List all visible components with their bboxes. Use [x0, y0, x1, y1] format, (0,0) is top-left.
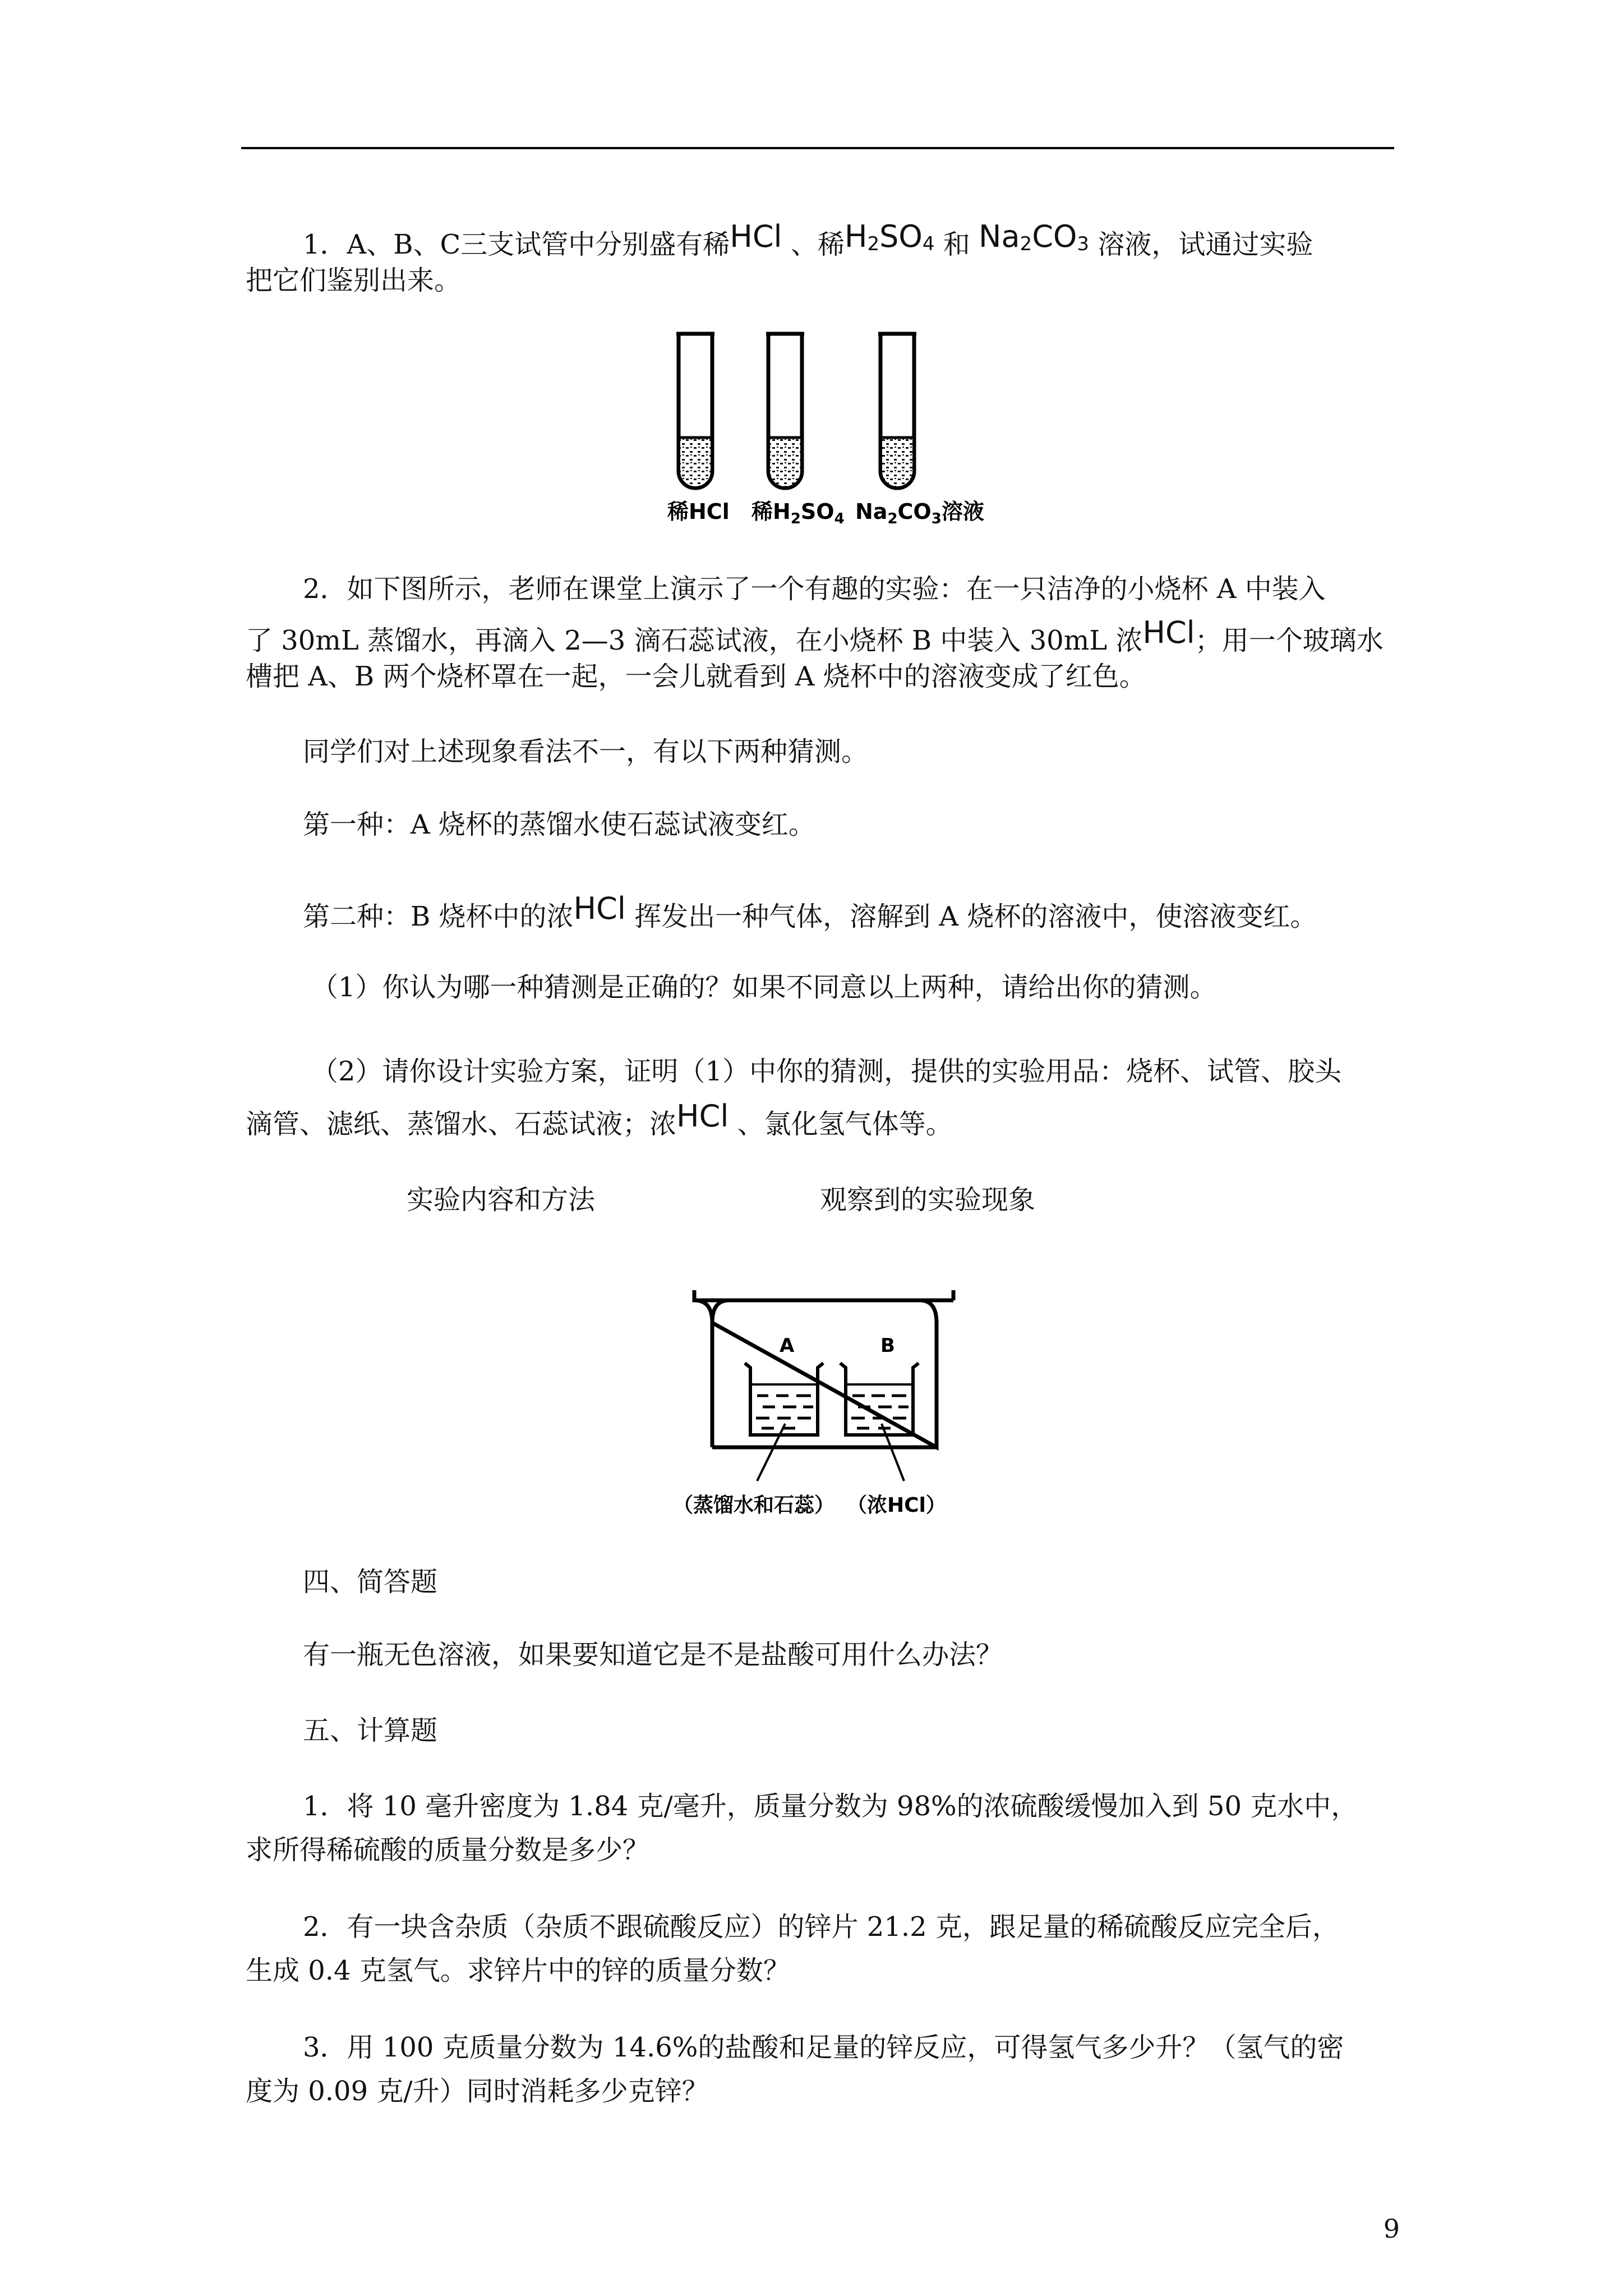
column-header-method: 实验内容和方法 [407, 1184, 596, 1216]
formula-hcl: HCl [676, 1098, 729, 1134]
q2-guess2: 第二种：B 烧杯中的浓HCl 挥发出一种气体，溶解到 A 烧杯的溶液中，使溶液变红。 [303, 891, 1317, 932]
q2-sub2-line1: （2）请你设计实验方案，证明（1）中你的猜测，提供的实验用品：烧杯、试管、胶头 [311, 1056, 1342, 1087]
page-number: 9 [1383, 2214, 1400, 2244]
calc-q2-line2: 生成 0.4 克氢气。求锌片中的锌的质量分数？ [246, 1955, 790, 1986]
q2-line3: 槽把 A、B 两个烧杯罩在一起，一会儿就看到 A 烧杯中的溶液变成了红色。 [246, 661, 1146, 692]
q2-line2: 了 30mL 蒸馏水，再滴入 2—3 滴石蕊试液，在小烧杯 B 中装入 30mL 浓HCl；用一个玻璃水 [246, 615, 1384, 656]
formula-h2so4: $H_2SO_4$ [844, 219, 935, 255]
q2-guess1: 第一种：A 烧杯的蒸馏水使石蕊试液变红。 [303, 809, 815, 840]
section-4-title: 四、简答题 [303, 1566, 438, 1598]
beaker-a-label: A [780, 1335, 795, 1357]
calc-q2-line1: 2．有一块含杂质（杂质不跟硫酸反应）的锌片 21.2 克，跟足量的稀硫酸反应完全后， [303, 1911, 1339, 1943]
calc-q3-line1: 3．用 100 克质量分数为 14.6%的盐酸和足量的锌反应，可得氢气多少升？（氢气的密 [303, 2032, 1344, 2063]
beaker-b-label: B [880, 1335, 895, 1357]
beaker-a-caption: （蒸馏水和石蕊） [673, 1494, 835, 1517]
tube-c-label: $Na_2CO_3$溶液 [855, 499, 984, 527]
column-header-phenomenon: 观察到的实验现象 [820, 1184, 1036, 1216]
calc-q1-line1: 1．将 10 毫升密度为 1.84 克/毫升，质量分数为 98%的浓硫酸缓慢加入到 50 克水中， [303, 1791, 1358, 1822]
beaker-b-caption: （浓HCl） [847, 1494, 946, 1517]
q2-opinions: 同学们对上述现象看法不一，有以下两种猜测。 [303, 736, 869, 767]
formula-hcl: HCl [573, 891, 626, 926]
tube-a-label: 稀HCl [667, 499, 730, 524]
test-tube-b [766, 334, 804, 488]
q2-line1: 2．如下图所示，老师在课堂上演示了一个有趣的实验：在一只洁净的小烧杯 A 中装入 [303, 573, 1326, 605]
beaker-experiment-figure [673, 1290, 976, 1526]
header-rule [241, 147, 1394, 149]
q2-sub2-line2: 滴管、滤纸、蒸馏水、石蕊试液；浓HCl 、氯化氢气体等。 [246, 1098, 953, 1140]
formula-hcl: HCl [730, 219, 782, 254]
test-tube-c [878, 334, 916, 488]
formula-na2co3: $Na_2CO_3$ [979, 219, 1090, 255]
tube-b-label: 稀$H_2SO_4$ [751, 499, 845, 527]
section-5-title: 五、计算题 [303, 1715, 438, 1746]
calc-q3-line2: 度为 0.09 克/升）同时消耗多少克锌？ [246, 2076, 709, 2107]
formula-hcl: HCl [1142, 615, 1195, 650]
q2-sub1: （1）你认为哪一种猜测是正确的？如果不同意以上两种，请给出你的猜测。 [311, 972, 1217, 1003]
test-tube-a [676, 334, 714, 488]
q1-line1: 1．A、B、C三支试管中分别盛有稀HCl 、稀$H_2SO_4$ 和 $Na_2CO_3$ 溶液，试通过实验 [303, 219, 1313, 260]
calc-q1-line2: 求所得稀硫酸的质量分数是多少？ [246, 1834, 650, 1866]
test-tubes-figure [662, 328, 998, 536]
section-4-question: 有一瓶无色溶液，如果要知道它是不是盐酸可用什么办法？ [303, 1639, 1003, 1671]
q1-line2: 把它们鉴别出来。 [246, 265, 462, 296]
